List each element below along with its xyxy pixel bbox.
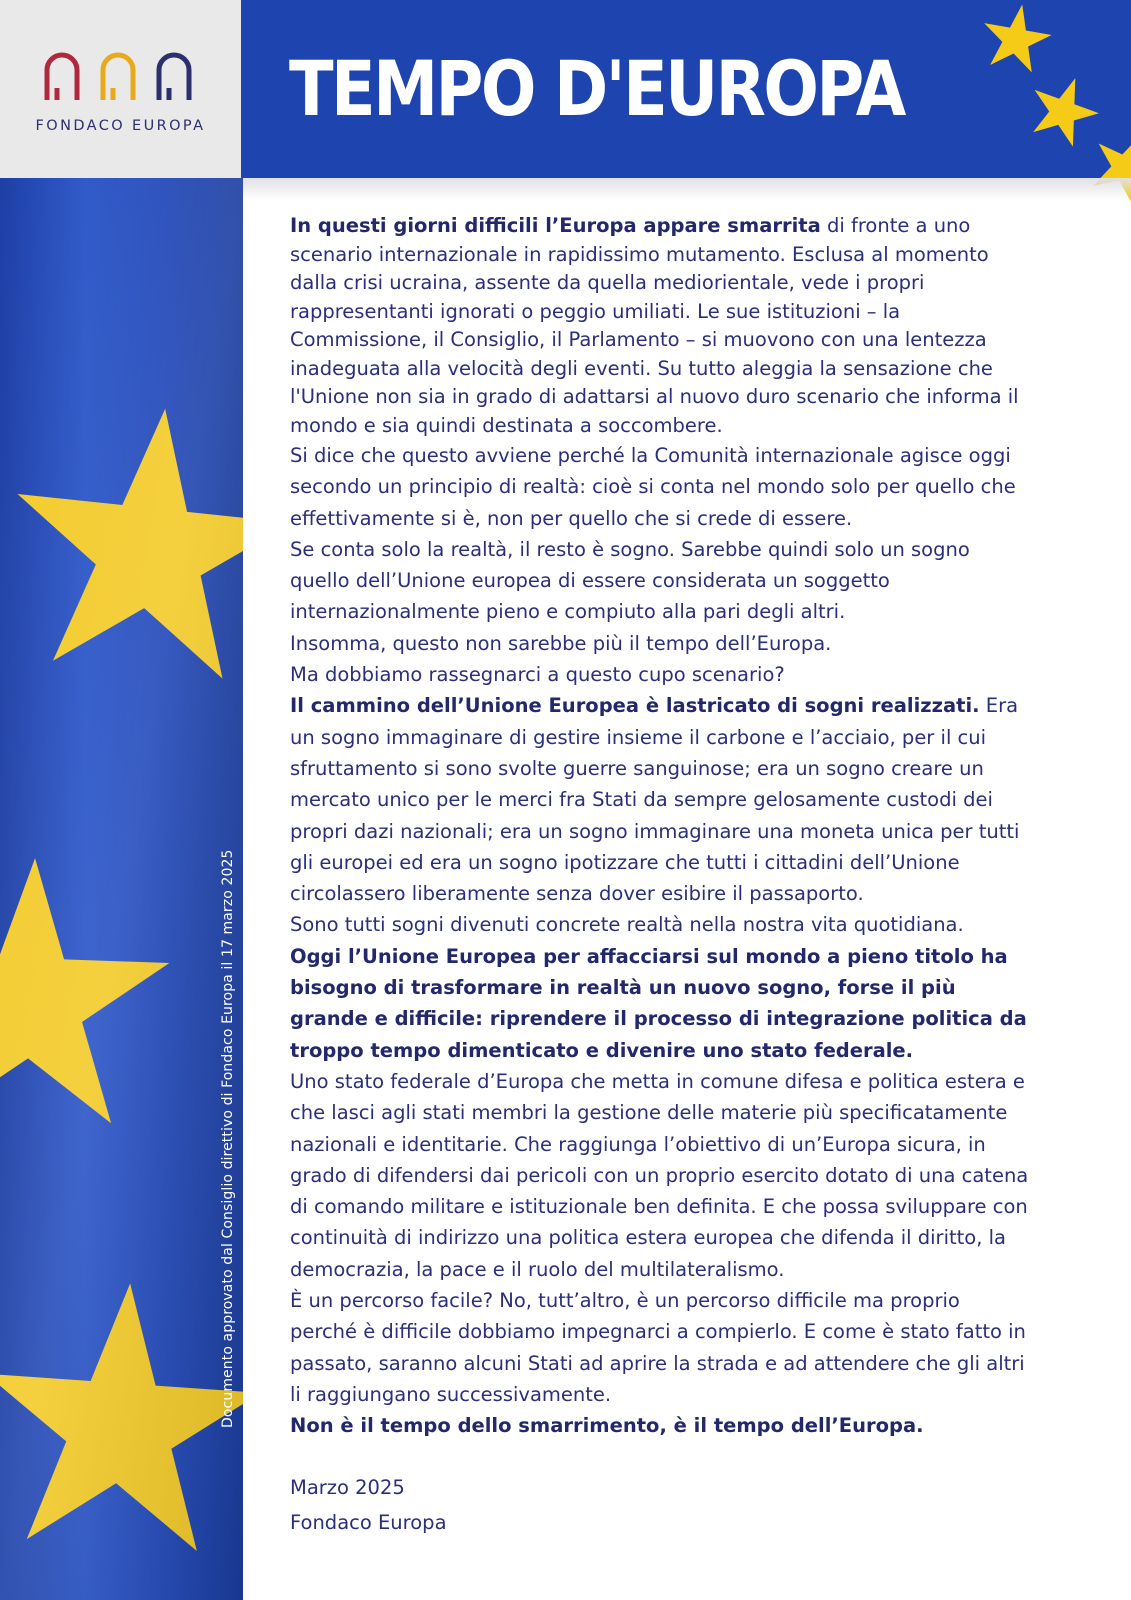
paragraph-intro: [290, 212, 1030, 440]
bold-statement: Oggi l’Unione Europea per affacciarsi sul mondo a pieno titolo ha bisogno di trasformare in realtà un nuovo sogno, forse il più grande e difficile: riprendere il processo di integrazione politica da troppo tempo dimenticato e divenire uno stato federale.: [290, 944, 1027, 1062]
logo-org-name: FONDACO EUROPA: [35, 118, 206, 134]
logo-block: [0, 0, 241, 178]
paragraph: Ma dobbiamo rassegnarci a questo cupo scenario?: [290, 663, 785, 687]
paragraph-text: Era un sogno immaginare di gestire insieme il carbone e l’acciaio, per il cui sfruttamento si sono svolte guerre sanguinose; era un sogno creare un mercato unico per le merci fra Stati da sempre gelosamente custodi dei propri dazi nazionali; era un sogno immaginare una moneta unica per tutti gli europei ed era un sogno ipotizzare che tutti i cittadini dell’Unione circolassero liberamente senza dover esibire il passaporto.: [290, 694, 1020, 906]
page-title: TEMPO D'EUROPA: [289, 44, 904, 133]
eu-stars-icon: [961, 0, 1131, 200]
bold-lead: Il cammino dell’Unione Europea è lastricato di sogni realizzati.: [290, 694, 980, 718]
paragraph: Insomma, questo non sarebbe più il tempo dell’Europa.: [290, 631, 832, 655]
document-body: [290, 212, 1030, 1540]
paragraph-bold: [290, 941, 1030, 1066]
paragraph: È un percorso facile? No, tutt’altro, è un percorso difficile ma proprio perché è difficile dobbiamo impegnarci a compierlo. E come è stato fatto in passato, saranno alcuni Stati ad aprire la strada e ad attendere che gli altri li raggiungano successivamente.: [290, 1289, 1026, 1406]
paragraph: Si dice che questo avviene perché la Comunità internazionale agisce oggi secondo un principio di realtà: cioè si conta nel mondo solo per quello che effettivamente si è, non per quello che si crede di essere.: [290, 444, 1016, 530]
bold-statement: Non è il tempo dello smarrimento, è il tempo dell’Europa.: [290, 1414, 924, 1438]
approval-note: Documento approvato dal Consiglio direttivo di Fondaco Europa il 17 marzo 2025: [220, 849, 236, 1428]
header-band: [241, 0, 1131, 178]
paragraph: Se conta solo la realtà, il resto è sogno. Sarebbe quindi solo un sogno quello dell’Unione europea di essere considerata un soggetto internazionalmente pieno e compiuto alla pari degli altri.: [290, 537, 970, 624]
paragraph-group: [290, 440, 1030, 1442]
paragraph-text: di fronte a uno scenario internazionale in rapidissimo mutamento. Esclusa al momento dalla crisi ucraina, assente da quella mediorientale, vede i propri rappresentanti ignorati o peggio umiliati. Le sue istituzioni – la Commissione, il Consiglio, il Parlamento – si muovono con una lentezza inadeguata alla velocità degli eventi. Su tutto aleggia la sensazione che l'Unione non sia in grado di adattarsi al nuovo duro scenario che informa il mondo e sia quindi destinata a soccombere.: [290, 214, 1019, 437]
paragraph: Sono tutti sogni divenuti concrete realtà nella nostra vita quotidiana.: [290, 913, 964, 937]
document-date: Marzo 2025: [290, 1475, 405, 1499]
flag-stars-icon: [0, 178, 243, 1600]
paragraph-bold: [290, 1410, 1030, 1441]
fondaco-arches-logo-icon: [42, 52, 194, 102]
bold-lead: In questi giorni difficili l’Europa appare smarrita: [290, 214, 821, 237]
paragraph: Uno stato federale d’Europa che metta in comune difesa e politica estera e che lasci agli stati membri la gestione delle materie più specificatamente nazionali e identitarie. Che raggiunga l’obiettivo di un’Europa sicura, in grado di difendersi dai pericoli con un proprio esercito dotato di una catena di comando militare e istituzionale ben definita. E che possa sviluppare con continuità di indirizzo una politica estera europea che difenda il diritto, la democrazia, la pace e il ruolo del multilateralismo.: [290, 1069, 1029, 1281]
paragraph: [290, 690, 1030, 909]
header-shadow: [243, 178, 1131, 200]
document-signature: Fondaco Europa: [290, 1510, 447, 1534]
eu-flag-strip: [0, 178, 243, 1600]
